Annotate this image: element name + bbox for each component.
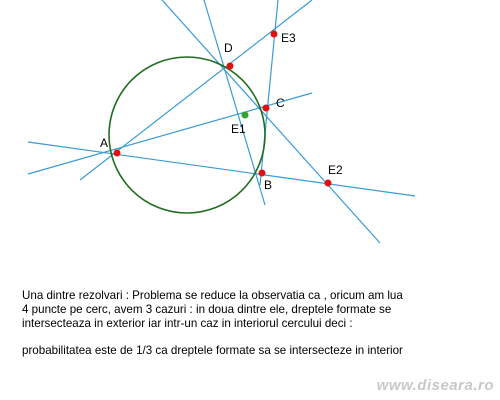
lines-group [28,0,415,243]
point-A [114,150,121,157]
text-line-3: intersecteaza in exterior iar intr-un caz in interiorul cercului deci : [22,317,353,330]
label-E2: E2 [328,163,343,177]
label-C: C [276,96,285,110]
label-D: D [224,41,233,55]
line-DC [162,0,380,243]
text-line-2: 4 puncte pe cerc, avem 3 cazuri : in doua dintre ele, dreptele formate se [22,303,392,316]
point-E3 [271,31,278,38]
line-BC [260,0,278,185]
point-E1 [242,112,249,119]
text-line-4: probabilitatea este de 1/3 ca dreptele formate sa se intersecteze in interior [22,344,403,357]
text-line-1: Una dintre rezolvari : Problema se reduce la observatia ca , oricum am lua [22,289,403,302]
line-AB [28,142,415,196]
point-C [263,105,270,112]
point-D [227,63,234,70]
label-B: B [264,178,273,192]
label-E1: E1 [231,122,246,136]
point-B [259,170,266,177]
paragraph-gap [22,331,492,344]
label-E3: E3 [281,31,296,45]
explanation-text [22,289,492,358]
line-BD [204,0,265,205]
point-labels [100,31,343,192]
points-group [114,31,332,187]
point-E2 [325,180,332,187]
watermark: www.diseara.ro [376,377,494,394]
label-A: A [100,136,109,150]
